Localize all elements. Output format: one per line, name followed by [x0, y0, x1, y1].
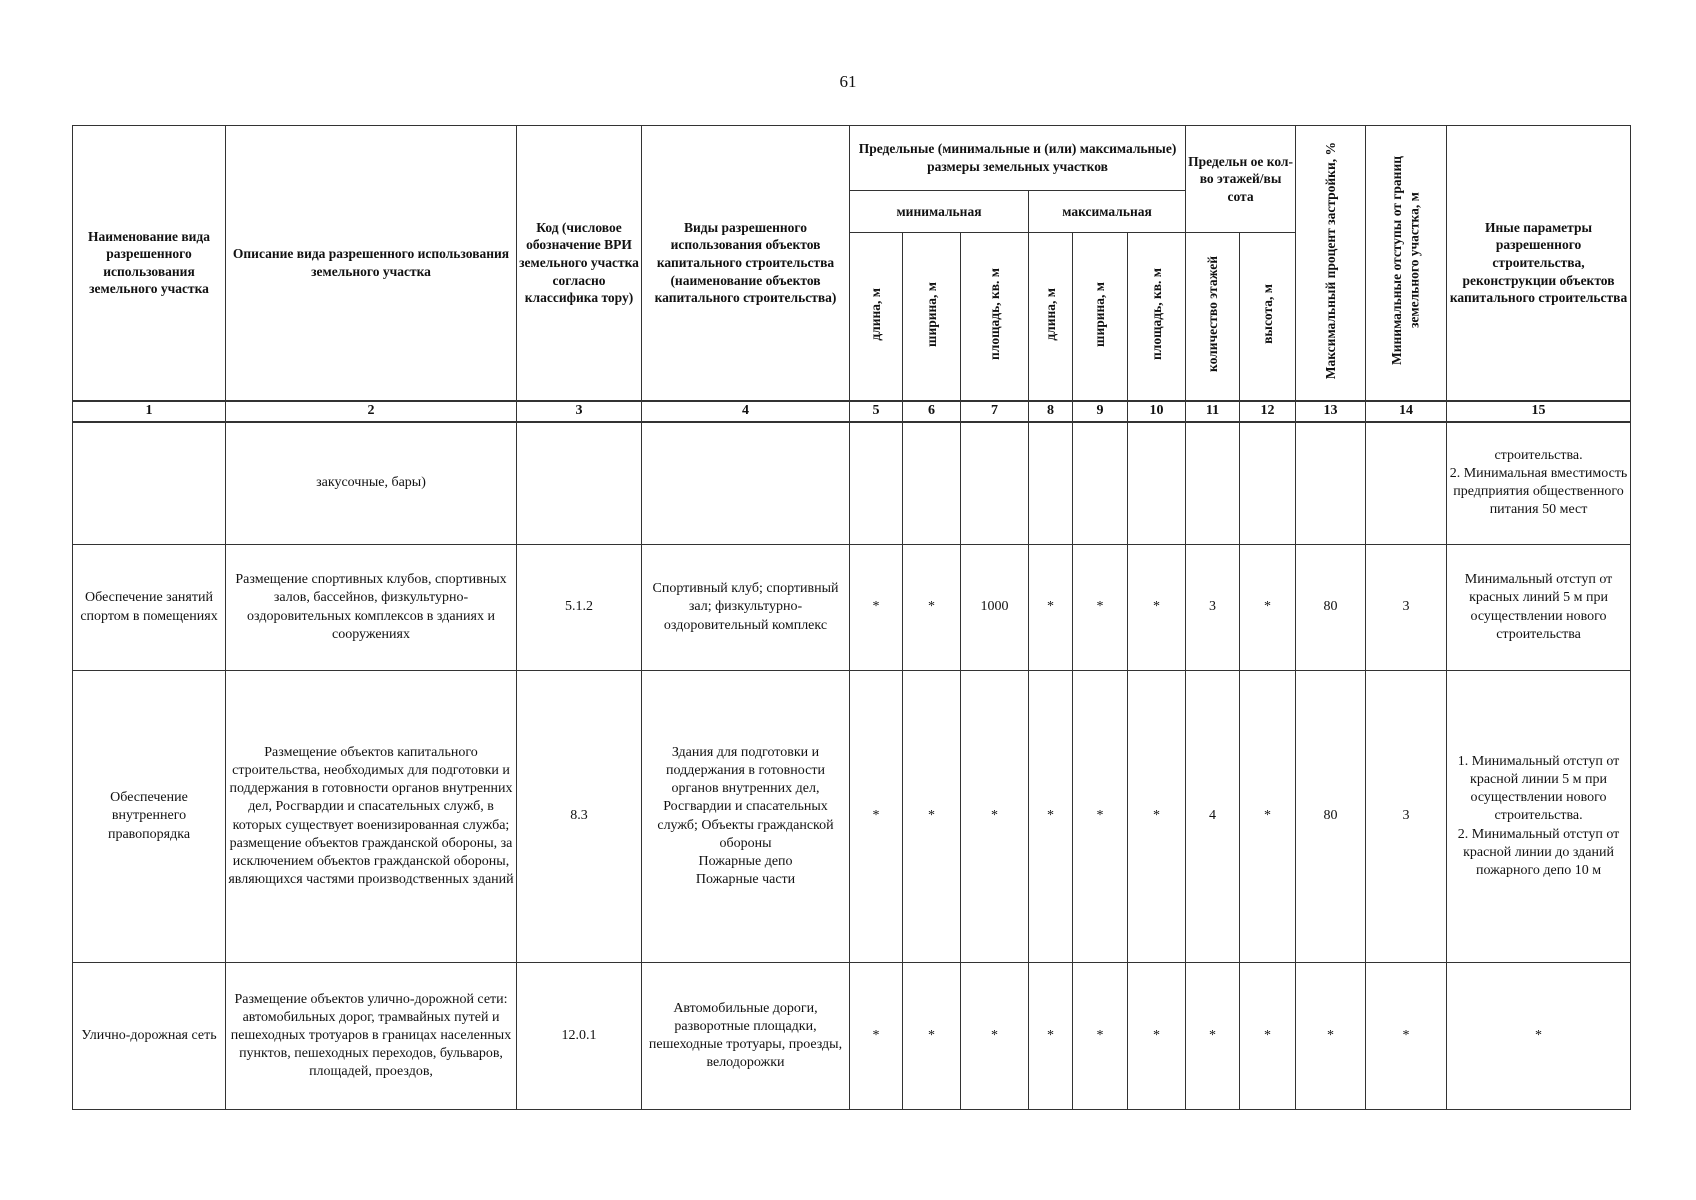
- cell-max-length: *: [1029, 671, 1073, 963]
- column-number: 6: [903, 401, 961, 422]
- column-number: 10: [1128, 401, 1186, 422]
- header-max-width: ширина, м: [1073, 233, 1128, 401]
- header-plot-sizes: Предельные (минимальные и (или) максимальные) размеры земельных участков: [850, 126, 1186, 191]
- cell-min-area: *: [961, 963, 1029, 1110]
- cell-code: 8.3: [517, 671, 642, 963]
- cell-code: 12.0.1: [517, 963, 642, 1110]
- column-number: 11: [1186, 401, 1240, 422]
- cell-name: Обеспечение внутреннего правопорядка: [73, 671, 226, 963]
- column-number: 13: [1296, 401, 1366, 422]
- cell-floors: 3: [1186, 545, 1240, 671]
- header-min-length: длина, м: [850, 233, 903, 401]
- column-number: 14: [1366, 401, 1447, 422]
- cell-max-area: [1128, 422, 1186, 545]
- cell-min-width: *: [903, 963, 961, 1110]
- cell-max-percent: *: [1296, 963, 1366, 1110]
- header-min-setback: Минимальные отступы от границ земельного участка, м: [1366, 126, 1447, 401]
- header-objects: Виды разрешенного использования объектов капитального строительства (наименование объектов капитального строительства): [642, 126, 850, 401]
- cell-min-width: [903, 422, 961, 545]
- cell-min-setback: 3: [1366, 545, 1447, 671]
- header-floors-height: Предельн ое кол-во этажей/вы сота: [1186, 126, 1296, 233]
- cell-name: Обеспечение занятий спортом в помещениях: [73, 545, 226, 671]
- column-number: 9: [1073, 401, 1128, 422]
- cell-min-area: [961, 422, 1029, 545]
- cell-max-width: *: [1073, 671, 1128, 963]
- cell-floors: *: [1186, 963, 1240, 1110]
- column-number: 2: [226, 401, 517, 422]
- table-row: [73, 545, 1631, 671]
- header-min-area: площадь, кв. м: [961, 233, 1029, 401]
- land-use-table: [72, 125, 1631, 1110]
- header-max-area: площадь, кв. м: [1128, 233, 1186, 401]
- cell-height: *: [1240, 545, 1296, 671]
- cell-height: [1240, 422, 1296, 545]
- cell-objects: Спортивный клуб; спортивный зал; физкультурно-оздоровительный комплекс: [642, 545, 850, 671]
- cell-min-setback: [1366, 422, 1447, 545]
- cell-max-length: *: [1029, 545, 1073, 671]
- cell-objects: Здания для подготовки и поддержания в готовности органов внутренних дел, Росгвардии и спасательных служб; Объекты гражданской обороны Пожарные депо Пожарные части: [642, 671, 850, 963]
- header-minimum: минимальная: [850, 191, 1029, 233]
- cell-min-width: *: [903, 671, 961, 963]
- cell-max-percent: 80: [1296, 671, 1366, 963]
- header-max-percent: Максимальный процент застройки, %: [1296, 126, 1366, 401]
- cell-other-params: *: [1447, 963, 1631, 1110]
- header-description: Описание вида разрешенного использования земельного участка: [226, 126, 517, 401]
- cell-floors: [1186, 422, 1240, 545]
- cell-max-width: *: [1073, 545, 1128, 671]
- table-row: [73, 422, 1631, 545]
- cell-min-length: *: [850, 963, 903, 1110]
- cell-height: *: [1240, 963, 1296, 1110]
- cell-max-percent: [1296, 422, 1366, 545]
- column-number: 5: [850, 401, 903, 422]
- cell-min-length: [850, 422, 903, 545]
- column-number: 15: [1447, 401, 1631, 422]
- cell-other-params: строительства. 2. Минимальная вместимость предприятия общественного питания 50 мест: [1447, 422, 1631, 545]
- cell-description: Размещение объектов улично-дорожной сети: автомобильных дорог, трамвайных путей и пешеходных тротуаров в границах населенных пунктов, пешеходных переходов, бульваров, площадей, проездов,: [226, 963, 517, 1110]
- header-min-width: ширина, м: [903, 233, 961, 401]
- column-number: 7: [961, 401, 1029, 422]
- cell-max-area: *: [1128, 963, 1186, 1110]
- cell-other-params: 1. Минимальный отступ от красной линии 5 м при осуществлении нового строительства. 2. Минимальный отступ от красной линии до зданий пожарного депо 10 м: [1447, 671, 1631, 963]
- table-row: [73, 671, 1631, 963]
- column-number: 12: [1240, 401, 1296, 422]
- cell-min-length: *: [850, 545, 903, 671]
- cell-min-setback: 3: [1366, 671, 1447, 963]
- column-number-row: [73, 401, 1631, 422]
- cell-min-length: *: [850, 671, 903, 963]
- cell-max-length: *: [1029, 963, 1073, 1110]
- header-name: Наименование вида разрешенного использования земельного участка: [73, 126, 226, 401]
- cell-description: Размещение спортивных клубов, спортивных залов, бассейнов, физкультурно-оздоровительных комплексов в зданиях и сооружениях: [226, 545, 517, 671]
- header-max-length: длина, м: [1029, 233, 1073, 401]
- column-number: 4: [642, 401, 850, 422]
- cell-description: Размещение объектов капитального строительства, необходимых для подготовки и поддержания в готовности органов внутренних дел, Росгвардии и спасательных служб, в которых существует военизированная служба; размещение объектов гражданской обороны, за исключением объектов гражданской обороны, являющихся частями производственных зданий: [226, 671, 517, 963]
- cell-objects: [642, 422, 850, 545]
- header-code: Код (числовое обозначение ВРИ земельного участка согласно классифика тору): [517, 126, 642, 401]
- cell-floors: 4: [1186, 671, 1240, 963]
- cell-max-area: *: [1128, 545, 1186, 671]
- header-other-params: Иные параметры разрешенного строительства, реконструкции объектов капитального строительства: [1447, 126, 1631, 401]
- column-number: 1: [73, 401, 226, 422]
- column-number: 3: [517, 401, 642, 422]
- cell-name: [73, 422, 226, 545]
- cell-max-width: [1073, 422, 1128, 545]
- page-number: 61: [839, 72, 857, 91]
- cell-max-area: *: [1128, 671, 1186, 963]
- cell-code: [517, 422, 642, 545]
- cell-other-params: Минимальный отступ от красных линий 5 м при осуществлении нового строительства: [1447, 545, 1631, 671]
- cell-min-setback: *: [1366, 963, 1447, 1110]
- column-number: 8: [1029, 401, 1073, 422]
- cell-max-width: *: [1073, 963, 1128, 1110]
- header-floor-count: количество этажей: [1186, 233, 1240, 401]
- cell-min-area: 1000: [961, 545, 1029, 671]
- cell-name: Улично-дорожная сеть: [73, 963, 226, 1110]
- cell-objects: Автомобильные дороги, разворотные площадки, пешеходные тротуары, проезды, велодорожки: [642, 963, 850, 1110]
- header-height: высота, м: [1240, 233, 1296, 401]
- cell-min-width: *: [903, 545, 961, 671]
- cell-description: закусочные, бары): [226, 422, 517, 545]
- cell-max-length: [1029, 422, 1073, 545]
- header-maximum: максимальная: [1029, 191, 1186, 233]
- cell-code: 5.1.2: [517, 545, 642, 671]
- cell-height: *: [1240, 671, 1296, 963]
- cell-max-percent: 80: [1296, 545, 1366, 671]
- table-row: [73, 963, 1631, 1110]
- cell-min-area: *: [961, 671, 1029, 963]
